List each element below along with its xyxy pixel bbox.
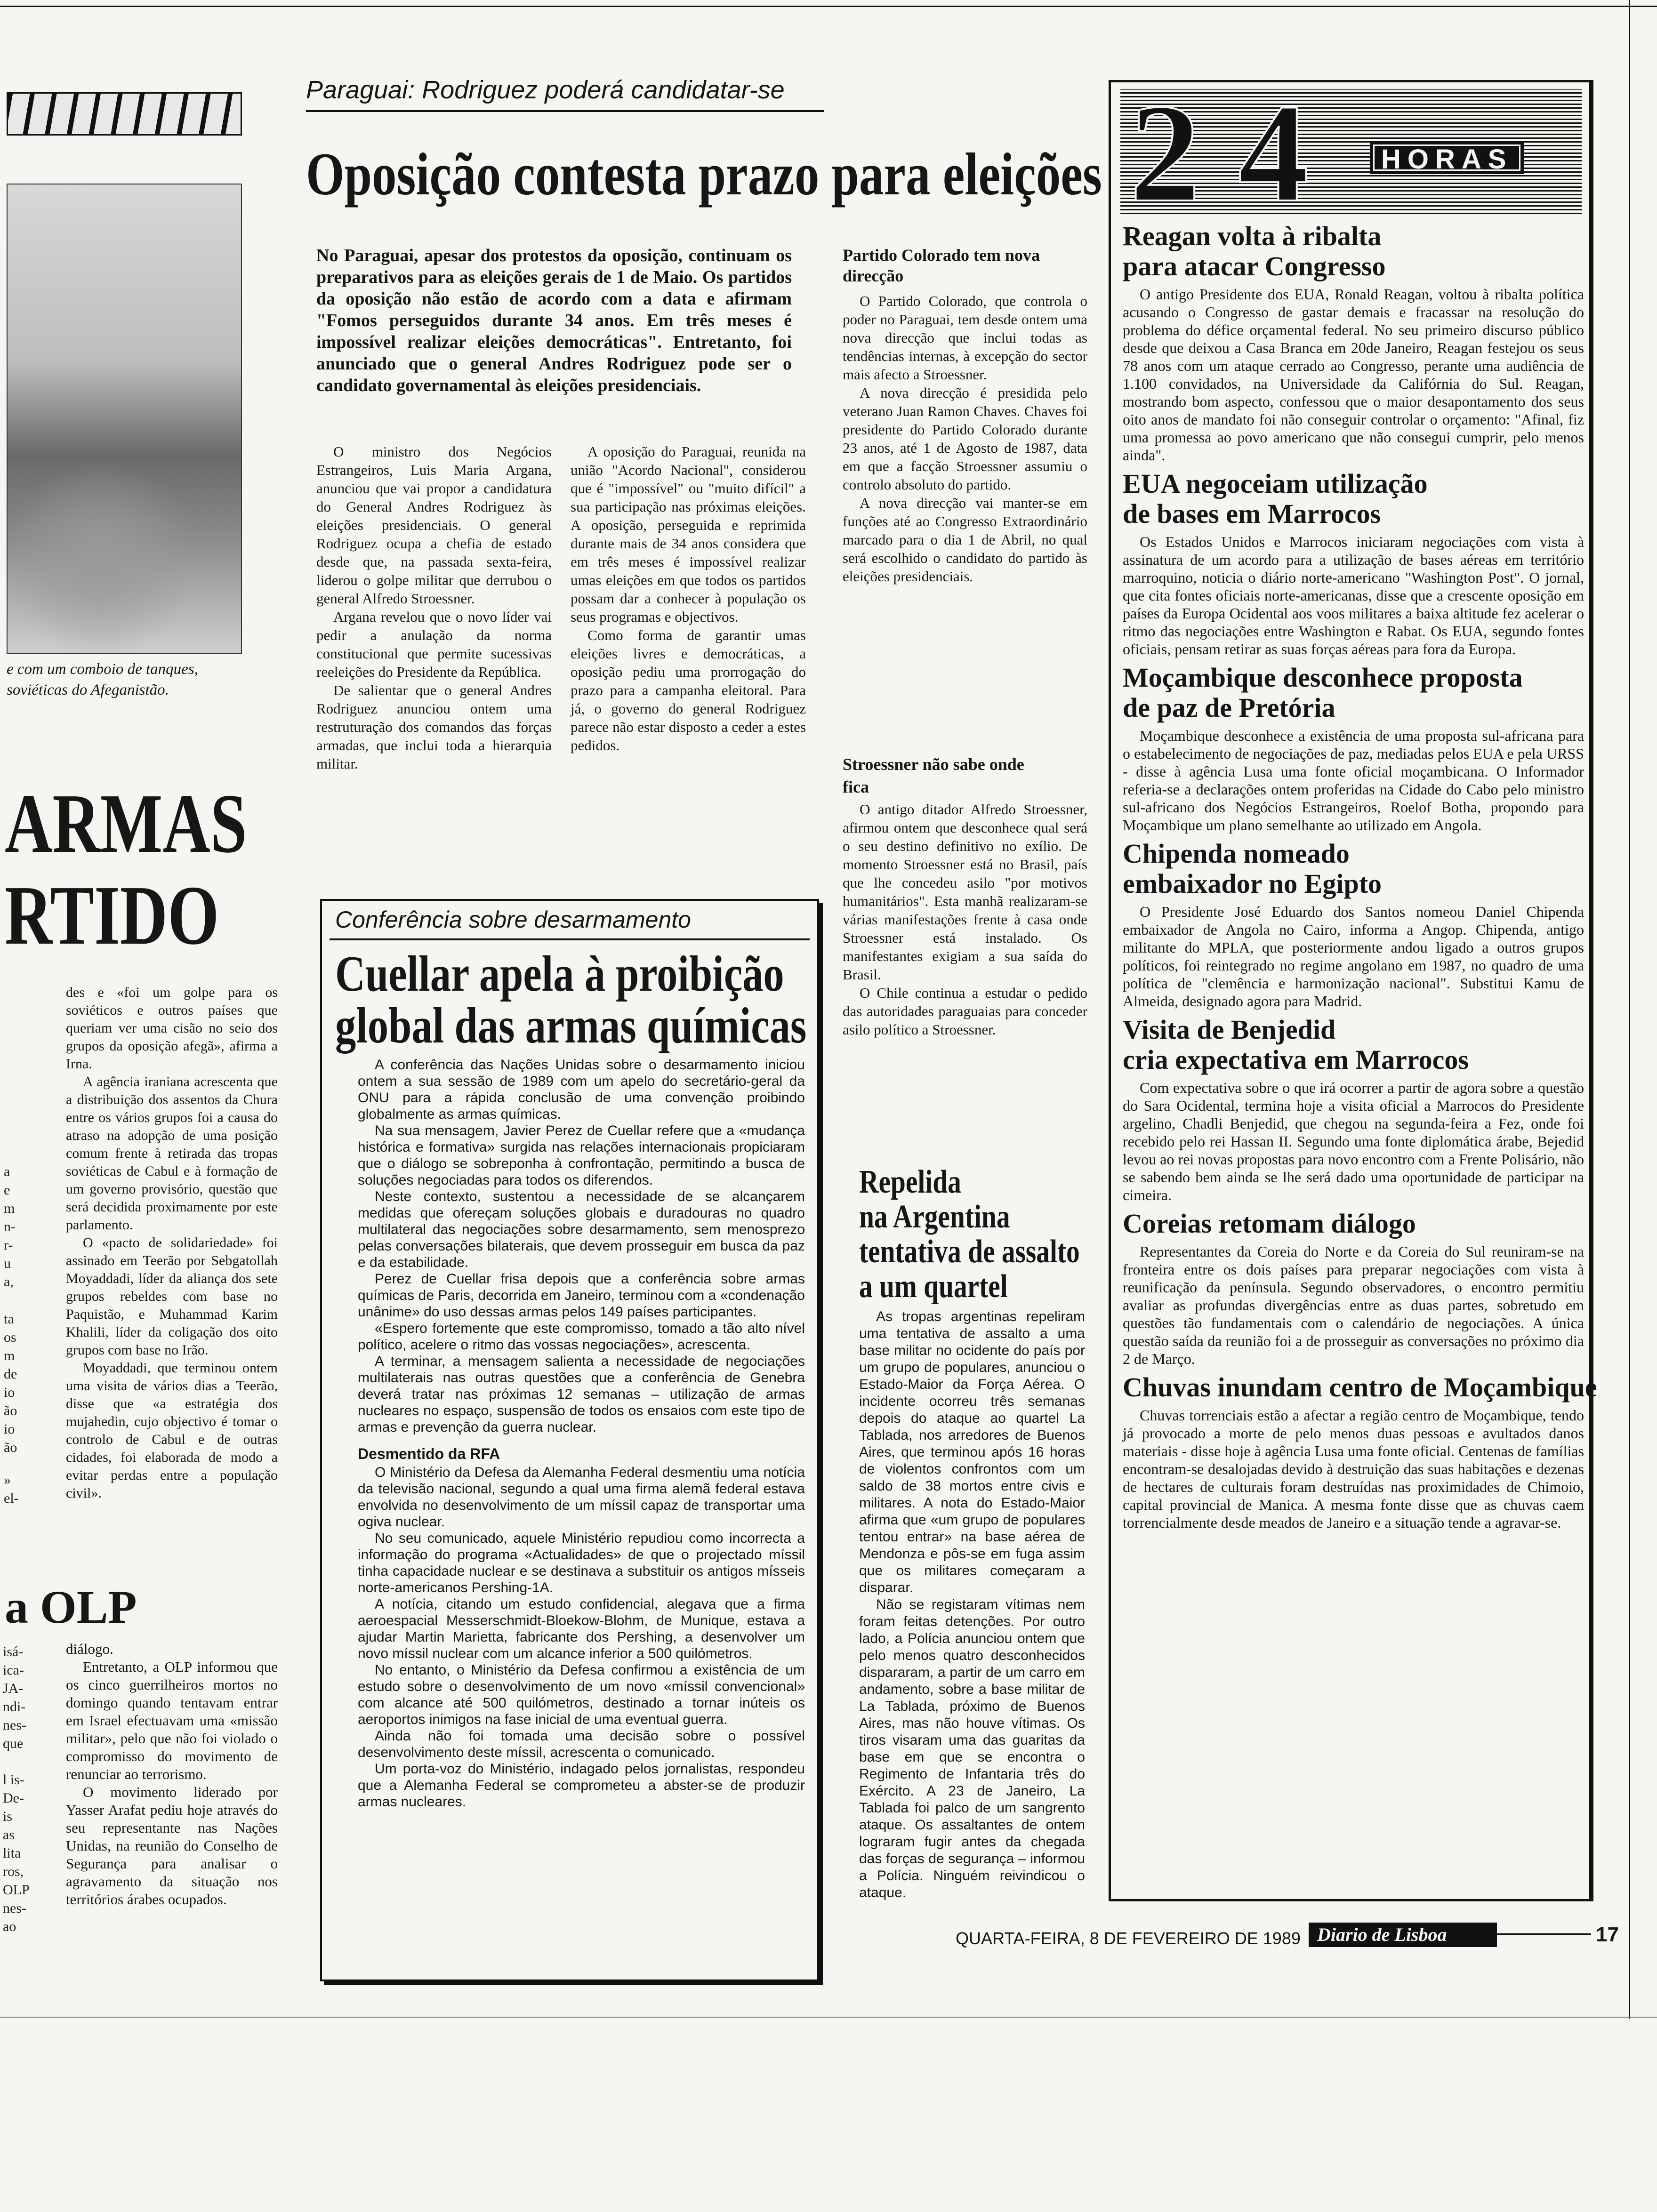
colorado-paragraph: A nova direcção é presidida pelo veterano Juan Ramon Chaves. Chaves foi presidente do Partido Colorado durante 23 anos, até 1 de Agosto de 1987, data em que a facção Stroessner assumiu o controlo absoluto do partido. [843,385,1087,493]
edge-fragment: el- [4,1491,19,1506]
story-eua-marrocos [1123,469,1584,658]
story-headline: de paz de Pretória [1123,692,1335,723]
photo-caption-line1: e com um comboio de tanques, [7,661,198,678]
story-chuvas [1123,1372,1597,1531]
edge-fragment: que [3,1736,24,1751]
story-body: Representantes da Coreia do Norte e da Coreia do Sul reuniram-se na fronteira entre os dois países para preparar negociações com vista à reunificação da península. Segundo observadores, o encontro permitiu avaliar as profundas divergências entre as duas partes, sobretudo em questões tão fundamentais com o calendário de negociações. A única questão saída da reunião foi a de prosseguir as conversações no próximo dia 2 de Março. [1123,1243,1584,1367]
tank-convoy-photo [7,184,242,654]
edge-fragment: l is- [3,1772,24,1787]
footer-rule [1497,1933,1591,1935]
story-headline: Moçambique desconhece proposta [1123,662,1523,693]
story-headline: embaixador no Egipto [1123,868,1382,899]
argentina-headline-line: na Argentina [859,1199,1010,1235]
cuellar-headline-line1: Cuellar apela à proibição [335,946,784,1002]
story-headline: EUA negoceiam utilização [1123,468,1428,499]
cuellar-paragraph: A conferência das Nações Unidas sobre o desarmamento iniciou ontem a sua sessão de 1989 com um apelo do secretário-geral da ONU para a rápida conclusão de uma convenção proibindo globalmente as armas químicas. [358,1057,805,1122]
paraguai-kicker: Paraguai: Rodriguez poderá candidatar-se [306,76,785,104]
left-headline-fragment-1: ARMAS [5,777,247,870]
stroessner-paragraph: O Chile continua a estudar o pedido das autoridades paraguaias para conceder asilo político a Stroessner. [843,985,1087,1038]
stroessner-body [843,800,1087,1039]
olp-paragraph: Entretanto, a OLP informou que os cinco guerrilheiros mortos no domingo quando tentavam entrar em Israel efectuavam uma «missão militar», pelo que não foi violado o compromisso do movimento de renunciar ao terrorismo. [66,1659,278,1782]
rfa-paragraph: No seu comunicado, aquele Ministério repudiou como incorrecta a informação do programa «Actualidades» de que o projectado míssil tinha capacidade nuclear e se destinava a substituir os antigos mísseis norte-americanos Pershing-1A. [358,1531,805,1595]
paraguai-kicker-rule [306,110,824,112]
stroessner-paragraph: O antigo ditador Alfredo Stroessner, afirmou ontem que desconhece qual será o seu destino definitivo no exílio. De momento Stroessner está no Brasil, país que lhe concedeu asilo "por motivos humanitários". Esta manhã realizaram-se várias manifestações frente à casa onde Stroessner está instalado. Os manifestantes exigiam a sua saída do Brasil. [843,801,1087,983]
paraguai-lead: No Paraguai, apesar dos protestos da oposição, continuam os preparativos para as eleições gerais de 1 de Maio. Os partidos da oposição não estão de acordo com a data e afirmam "Fomos perseguidos durante 34 anos. Em três meses é impossível realizar eleições democráticas". Entretanto, foi anunciado que o general Andres Rodriguez pode ser o candidato governamental às eleições presidenciais. [316,246,792,395]
cuellar-kicker-rule [330,938,810,940]
edge-fragment: ão [4,1440,17,1455]
cuellar-paragraph: A terminar, a mensagem salienta a necessidade de negociações multilaterais nas outras questões que a conferência de Genebra deverá tratar nas próximas 12 semanas – utilização de armas nucleares no espaço, suspensão de todos os ensaios com este tipo de armas e prevenção da guerra nuclear. [358,1354,805,1435]
colorado-body [843,292,1087,585]
edge-fragment: de [4,1366,17,1382]
story-headline: Chuvas inundam centro de Moçambique [1123,1372,1597,1403]
rfa-subhead: Desmentido da RFA [358,1445,500,1462]
argentina-paragraph: As tropas argentinas repeliram uma tentativa de assalto a uma base militar no ocidente do país por um grupo de populares, anunciou o Estado-Maior da Força Aérea. O incidente ocorreu três semanas depois do ataque ao quartel La Tablada, nos arredores de Buenos Aires, que terminou após 16 horas de violentos confrontos com um saldo de 38 mortos entre civis e militares. A nota do Estado-Maior afirma que «um grupo de populares tentou entrar» na base aérea de Mendonza e pôs-se em fuga assim que os militares começaram a disparar. [859,1309,1085,1595]
rfa-paragraph: O Ministério da Defesa da Alemanha Federal desmentiu uma notícia da televisão nacional, segundo a qual uma firma alemã federal estava envolvida no desenvolvimento de um míssil capaz de transportar uma ogiva nuclear. [358,1465,805,1530]
colorado-subhead: Partido Colorado tem nova direcção [843,246,1040,285]
story-headline: Reagan volta à ribalta [1123,221,1382,251]
edge-fragment: e [4,1182,10,1198]
left-paragraph: des e «foi um golpe para os soviéticos e outros países que queriam ver uma cisão no seio dos grupos da oposição afegã», afirma a Irna. [66,985,278,1072]
paraguai-paragraph: A oposição do Paraguai, reunida na união "Acordo Nacional", considerou que é "impossível" ou "muito difícil" a sua participação nas próximas eleições. A oposição, perseguida e reprimida durante mais de 34 anos considera que em três meses é impossível realizar umas eleições em que todos os partidos possam dar a conhecer à população os seus programas e objectivos. [571,443,806,625]
olp-edge-fragments [3,1643,40,1936]
stroessner-subhead: Stroessner não sabe onde fica [843,755,1024,796]
edge-fragment: u [4,1256,11,1271]
horas24-digit-2: 4 [1238,75,1309,231]
story-headline: Coreias retomam diálogo [1123,1208,1416,1239]
edge-fragment: os [4,1330,16,1345]
cuellar-paragraph: Perez de Cuellar frisa depois que a conferência sobre armas químicas de Paris, decorrida em Janeiro, terminou com a «condenação unânime» do uso dessas armas pelos 149 países participantes. [358,1271,805,1320]
story-headline: de bases em Marrocos [1123,498,1381,529]
footer-date: QUARTA-FEIRA, 8 DE FEVEREIRO DE 1989 [956,1929,1301,1948]
edge-fragment: r- [4,1237,13,1253]
cuellar-headline-line2: global das armas químicas [335,998,807,1054]
argentina-headline-line: a um quartel [859,1268,1008,1305]
horas24-banner [1120,75,1582,231]
argentina-headline-line: Repelida [859,1164,961,1200]
rfa-paragraph: Ainda não foi tomada uma decisão sobre o possível desenvolvimento deste míssil, acrescenta o comunicado. [358,1728,805,1760]
story-body: Os Estados Unidos e Marrocos iniciaram negociações com vista à assinatura de um acordo para a utilização de bases aéreas em território marroquino, noticia o diário norte-americano "Washington Post". O jornal, que cita fontes oficiais norte-americanas, disse que a crescente oposição em países da Europa Ocidental aos voos militares a baixa altitude fez acelerar o ritmo das negociações entre Washington e Rabat. Os EUA, segundo fontes oficiais, pensam retirar as suas forças aéreas para fora da Europa. [1123,533,1584,657]
left-column [0,0,278,2212]
edge-fragment: ta [4,1311,14,1327]
left-headline-fragment-2: RTIDO [5,868,219,962]
story-reagan [1123,221,1584,464]
cuellar-kicker: Conferência sobre desarmamento [335,906,691,933]
colorado-paragraph: A nova direcção vai manter-se em funções até ao Congresso Extraordinário marcado para o dia 1 de Abril, no qual será escolhido o candidato do partido às eleições presidenciais. [843,495,1087,585]
story-mocambique-pretoria [1123,663,1584,834]
cuellar-paragraph: «Espero fortemente que este compromisso, tomado a tão alto nível político, acelere o ritmo das vossas negociações», acrescenta. [358,1321,805,1353]
edge-fragment: a [4,1164,10,1179]
left-paragraph: A agência iraniana acrescenta que a distribuição dos assentos da Chura entre os vários grupos foi a causa do atraso na adopção de uma posição comum frente à retirada das tropas soviéticas de Cabul e à formação de um governo provisório, questão que será decidida proximamente por este parlamento. [66,1074,278,1233]
horas24-stories [1123,221,1597,1531]
edge-fragment: n- [4,1219,16,1234]
argentina-headline [859,1165,1080,1304]
left-paragraph: O «pacto de solidariedade» foi assinado em Teerão por Sebgatollah Moyaddadi, líder da aliança dos sete grupos rebeldes com base no Paquistão, e Muhammad Karim Khalili, líder da coligação dos oito grupos com base no Irão. [66,1235,278,1358]
olp-article-body [66,1640,278,1908]
argentina-body [859,1308,1085,1901]
olp-paragraph: O movimento liderado por Yasser Arafat pediu hoje através do seu representante nas Nações Unidas, na reunião do Conselho de Segurança para analisar o agravamento da situação nos territórios árabes ocupados. [66,1784,278,1907]
olp-paragraph: diálogo. [66,1641,113,1657]
bottom-edge-rule [0,2017,1657,2018]
story-body: Chuvas torrenciais estão a afectar a região centro de Moçambique, tendo já provocado a morte de pelo menos duas pessoas e avultados danos materiais - disse hoje à agência Lusa uma fonte oficial. Centenas de famílias encontram-se desalojadas devido à destruição das suas habitações e dezenas de hectares de culturais foram destruídas nas proximidades de Chimoio, capital provincial de Manica. A mesma fonte disse que as chuvas caem torrencialmente desde meados de Janeiro e a situação tende a agravar-se. [1123,1407,1584,1531]
photo-caption [7,659,251,700]
edge-fragment: OLP [3,1882,30,1898]
paraguai-paragraph: Como forma de garantir umas eleições livres e democráticas, a oposição pediu uma prorrogação do prazo para a campanha eleitoral. Para já, o governo do general Rodriguez parece não estar disposto a ceder a estes pedidos. [571,627,806,753]
argentina-headline-line: tentativa de assalto [859,1234,1080,1270]
edge-fragment: nes- [3,1900,26,1916]
edge-fragment: io [4,1421,15,1437]
rfa-paragraph: A notícia, citando um estudo confidencial, alegava que a firma aeroespacial Messerschmidt-Bloekow-Blohm, de Munique, estava a ajudar Martin Marietta, fabricante dos Pershing, a desenvolver um novo míssil nuclear com um alcance inferior a 500 quilómetros. [358,1596,805,1661]
story-headline: Visita de Benjedid [1123,1014,1336,1045]
story-headline: Chipenda nomeado [1123,838,1350,869]
edge-fragment: » [4,1472,11,1488]
edge-fragment: lita [3,1845,21,1861]
edge-fragment: ão [4,1403,17,1419]
edge-fragment: as [3,1827,15,1843]
edge-fragment: m [4,1201,15,1216]
cuellar-paragraph: Na sua mensagem, Javier Perez de Cuellar refere que a «mudança histórica e formativa» surgida nas relações internacionais propiciaram que o diálogo se sobreponha à confrontação, permitindo a busca de soluções negociadas para todos os diferendos. [358,1123,805,1188]
cuellar-paragraph: Neste contexto, sustentou a necessidade de se alcançarem medidas que ofereçam soluções globais e duradouras no quadro multilateral das negociações sobre desarmamento, sem menosprezo pelas conversações bilaterais, que devem prosseguir em busca da paz e da estabilidade. [358,1189,805,1270]
story-coreias [1123,1209,1584,1368]
top-edge-rule [0,6,1657,7]
horas24-digit-1: 2 [1130,75,1200,231]
story-headline: cria expectativa em Marrocos [1123,1044,1469,1075]
paraguai-paragraph: De salientar que o general Andres Rodriguez anunciou ontem uma restruturação dos comandos das forças armadas, que inclui toda a hierarquia militar. [316,682,552,772]
left-banner-hatched [7,92,242,136]
edge-fragment: is [3,1809,13,1824]
left-edge-fragments [4,1162,23,1507]
edge-fragment: JA- [3,1681,24,1696]
story-benjedid [1123,1015,1584,1204]
horas24-label: HORAS [1370,141,1524,174]
story-chipenda [1123,839,1584,1010]
story-body: Moçambique desconhece a existência de uma proposta sul-africana para o estabelecimento de negociações de paz, mediadas pelos EUA e pela URSS - disse à agência Lusa uma fonte oficial moçambicana. O Informador referia-se a declarações ontem proferidas na Cidade do Cabo pelo ministro sul-africano dos Negócios Estrangeiros, Roelof Botha, propondo para Moçambique um plano semelhante ao utilizado em Angola. [1123,727,1584,834]
right-edge-rule [1629,0,1630,2019]
edge-fragment: ica- [3,1662,24,1678]
colorado-paragraph: O Partido Colorado, que controla o poder no Paraguai, tem desde ontem uma nova direcção que inclui todas as tendências internas, à excepção do sector mais afecto a Stroessner. [843,293,1087,383]
edge-fragment: a, [4,1274,14,1290]
olp-headline: a OLP [5,1581,137,1633]
story-body: O antigo Presidente dos EUA, Ronald Reagan, voltou à ribalta política acusando o Congresso de gastar demais e fracassar na resolução do problema do défice orçamental federal. No seu primeiro discurso público desde que deixou a Casa Branca em 20de Janeiro, Reagan festejou os seus 78 anos com um ataque cerrado ao Congresso, perante uma audiência de 1.100 convidados, na Universidade da Califórnia do Sul. Reagan, mostrando bom aspecto, confessou que o maior desapontamento dos seus oito anos de mandato foi não conseguir controlar o orçamento: "Afinal, fiz uma promessa ao povo americano que não consegui cumprir, pelo menos ainda". [1123,286,1584,464]
story-body: Com expectativa sobre o que irá ocorrer a partir de agora sobre a questão do Sara Ocidental, termina hoje a visita oficial a Marrocos do Presidente argelino, Chadli Benjedid, que chegou na segunda-feira a Fez, onde foi recebido pelo rei Hassan II. Segundo uma fonte diplomática árabe, Bejedid levou ao rei novas propostas para novo encontro com a Frente Polisário, não se sabendo bem ainda se lhe será dado uma oportunidade de participar na cimeira. [1123,1079,1584,1203]
rfa-paragraph: No entanto, o Ministério da Defesa confirmou a existência de um estudo sobre o desenvolvimento de um novo «míssil convencional» com alcance até 500 quilómetros, destinado a tornar inúteis os aeroportos inimigos na fase inicial de uma eventual guerra. [358,1662,805,1727]
left-article-body [66,984,278,1502]
edge-fragment: isá- [3,1644,24,1659]
edge-fragment: De- [3,1790,24,1806]
rfa-paragraph: Um porta-voz do Ministério, indagado pelos jornalistas, respondeu que a Alemanha Federal se comprometeu a abster-se de produzir armas nucleares. [358,1761,805,1810]
edge-fragment: nes- [3,1717,26,1733]
argentina-paragraph: Não se registaram vítimas nem foram feitas detenções. Por outro lado, a Polícia anunciou ontem que pelo menos quatro desconhecidos dispararam, a partir de um carro em andamento, sobre a base militar de La Tablada, próximo de Buenos Aires, mas não houve vítimas. Os tiros visaram uma das guaritas da base em que se encontra o Regimento de Infantaria três do Exército. A 23 de Janeiro, La Tablada foi palco de um sangrento ataque. Os assaltantes de ontem lograram fugir antes da chegada das forças de segurança – informou a Polícia. Ninguém reivindicou o ataque. [859,1597,1085,1900]
footer-masthead: Diario de Lisboa [1309,1923,1497,1947]
paraguai-paragraph: Argana revelou que o novo líder vai pedir a anulação da norma constitucional que permite sucessivas reeleições do Presidente da República. [316,609,552,680]
left-paragraph: Moyaddadi, que terminou ontem uma visita de vários dias a Teerão, disse que «a estratégia dos mujahedin, cujo objectivo é tomar o controlo de Cabul e de outras cidades, foi elaborada de modo a evitar perdas entre a população civil». [66,1360,278,1501]
paraguai-paragraph: O ministro dos Negócios Estrangeiros, Luis Maria Argana, anunciou que vai propor a candidatura do General Andres Rodriguez às eleições presidenciais. O general Rodriguez ocupa a chefia de estado desde que, na passada sexta-feira, liderou o golpe militar que derrubou o general Alfredo Stroessner. [316,443,552,607]
story-body: O Presidente José Eduardo dos Santos nomeou Daniel Chipenda embaixador de Angola no Cairo, informa a Angop. Chipenda, antigo militante do MPLA, que posteriormente andou ligado a outros grupos políticos, foi reintegrado no regime angolano em 1987, no quadro de uma política de "clemência e harmonização nacional". Substitui Kamu de Almeida, designado agora para Madrid. [1123,903,1584,1010]
story-headline: para atacar Congresso [1123,251,1386,281]
edge-fragment: ndi- [3,1699,26,1715]
paraguai-col1 [316,442,552,773]
paraguai-col2 [571,442,806,754]
page-number: 17 [1596,1923,1619,1946]
cuellar-body [358,1057,805,1810]
edge-fragment: ao [3,1919,16,1934]
edge-fragment: ros, [3,1864,24,1879]
edge-fragment: m [4,1348,15,1363]
edge-fragment: io [4,1385,15,1400]
paraguai-headline: Oposição contesta prazo para eleições [306,141,1102,208]
photo-caption-line2: soviéticas do Afeganistão. [7,681,169,698]
